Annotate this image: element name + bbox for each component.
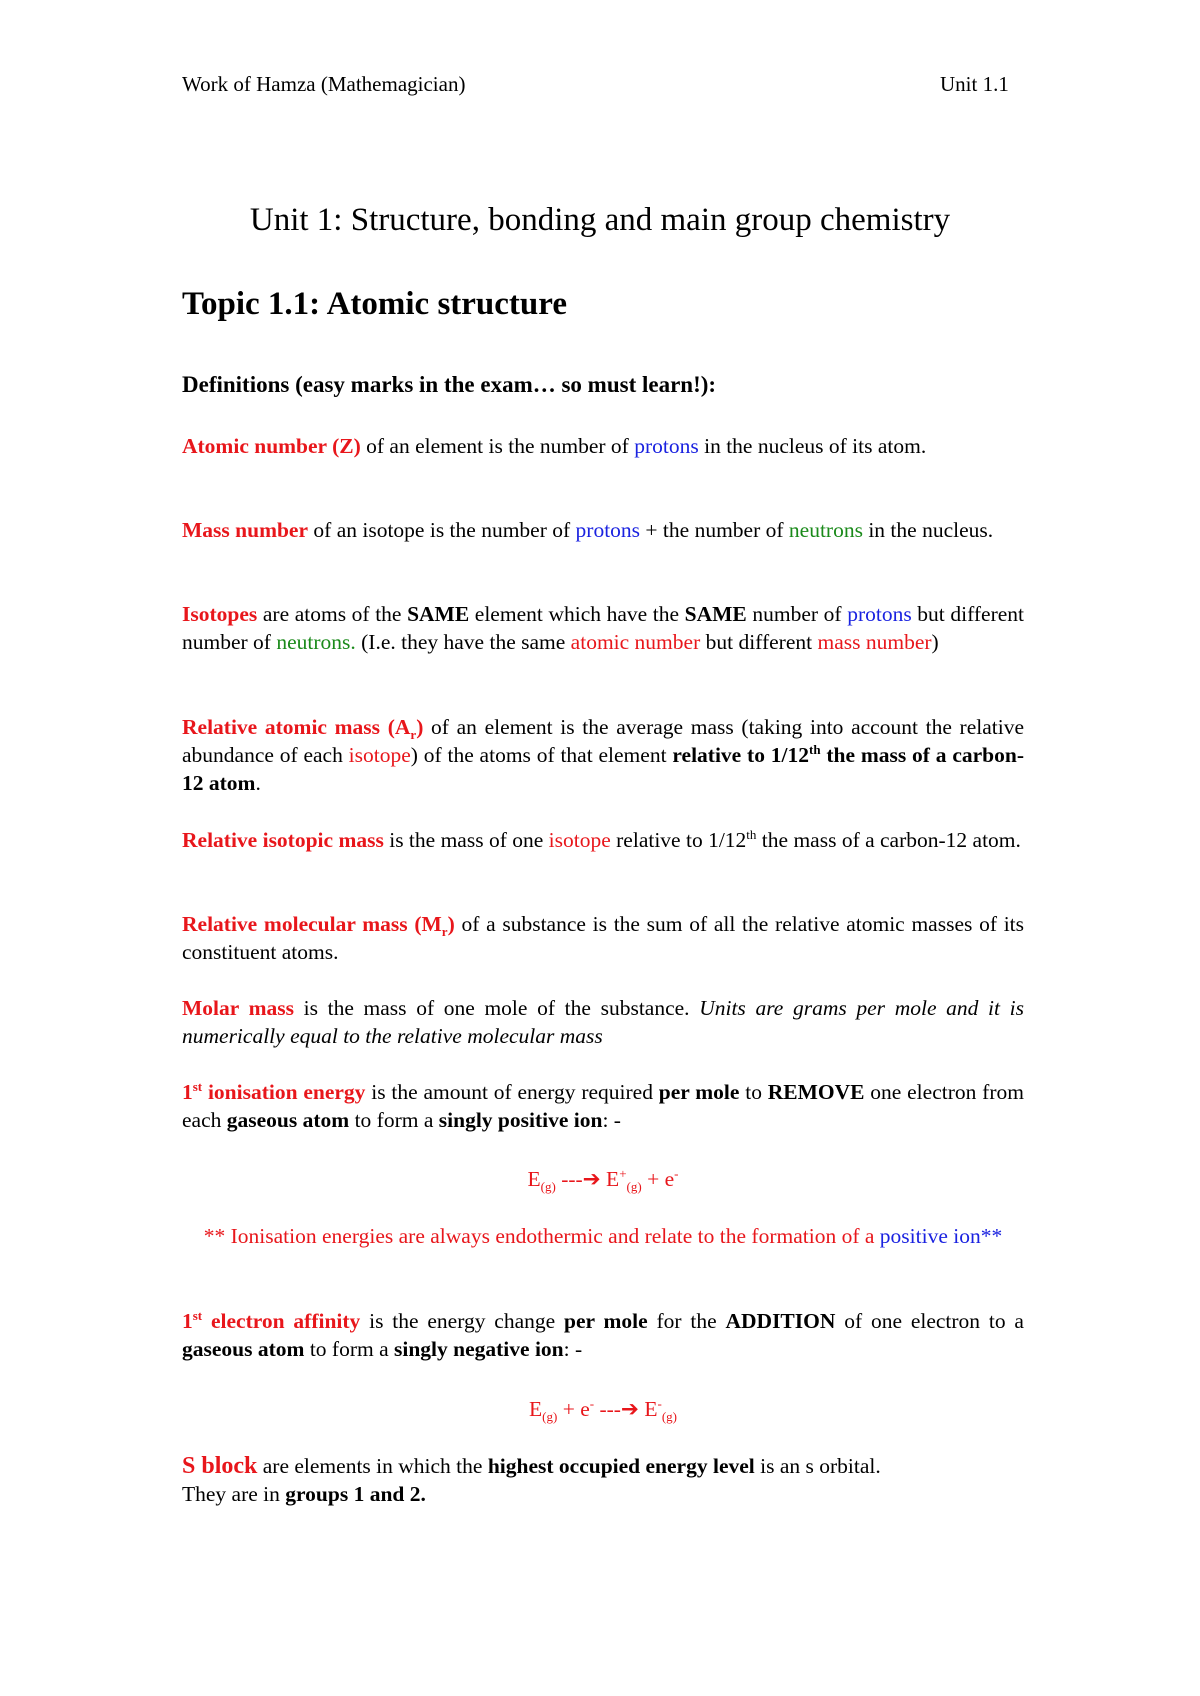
text: + e	[641, 1167, 675, 1191]
term-ionisation-energy	[182, 1080, 365, 1104]
subscript: r	[410, 727, 417, 742]
text: + the number of	[640, 518, 789, 542]
text: to	[739, 1080, 768, 1104]
text: is an s orbital.	[754, 1454, 881, 1478]
def-isotopes	[182, 600, 1024, 656]
subscript: (g)	[626, 1179, 642, 1194]
text: )	[931, 630, 939, 654]
superscript: th	[809, 742, 821, 757]
def-relative-isotopic-mass	[182, 826, 1024, 854]
header-unit: Unit 1.1	[940, 72, 1009, 96]
emphasis: groups 1 and 2.	[285, 1482, 426, 1506]
text: Relative atomic mass (A	[182, 715, 411, 739]
emphasis: ADDITION	[725, 1309, 836, 1333]
text: of an element is the average mass (taking into account the relative abundance of each	[182, 715, 1025, 767]
text: ) of the atoms of that element	[410, 743, 673, 767]
italic-note: Units are grams per mole and it is numerically equal to the relative molecular mass	[182, 996, 1024, 1048]
arrow: ---➔ E	[594, 1397, 658, 1421]
emphasis: per mole	[564, 1309, 648, 1333]
term-molar-mass: Molar mass	[182, 996, 294, 1020]
text: in the nucleus.	[862, 518, 994, 542]
text: 1	[182, 1309, 193, 1333]
text: (I.e. they have the same	[355, 630, 571, 654]
text: but different	[700, 630, 818, 654]
def-relative-atomic-mass	[182, 713, 1024, 797]
text: .	[255, 771, 261, 795]
equation-ionisation	[182, 1165, 1024, 1193]
text: + e	[557, 1397, 590, 1421]
term-s-block: S block	[182, 1453, 258, 1479]
emphasis: per mole	[658, 1080, 740, 1104]
superscript: th	[746, 827, 757, 842]
text: of an element is the number of	[360, 434, 635, 458]
topic-title: Topic 1.1: Atomic structure	[182, 286, 567, 322]
emphasis: SAME	[407, 602, 470, 626]
emphasis: singly negative ion	[394, 1337, 564, 1361]
text: in the nucleus of its atom.	[698, 434, 927, 458]
text: )	[447, 912, 455, 936]
emphasis: singly positive ion	[438, 1108, 603, 1132]
emphasis: REMOVE	[767, 1080, 865, 1104]
superscript: st	[192, 1308, 203, 1323]
text: one electron from each	[182, 1080, 1024, 1132]
superscript: -	[674, 1166, 679, 1181]
text: E	[529, 1397, 543, 1421]
subscript: (g)	[542, 1409, 558, 1424]
word-isotope: isotope	[548, 828, 611, 852]
text: are atoms of the	[257, 602, 408, 626]
text: Relative molecular mass (M	[182, 912, 442, 936]
text: is the energy change	[360, 1309, 565, 1333]
text: to form a	[349, 1108, 439, 1132]
text: of an isotope is the number of	[308, 518, 576, 542]
note-text: ** Ionisation energies are always endothermic and relate to the formation of a	[203, 1224, 880, 1248]
text: is the mass of one mole of the substance.	[293, 996, 700, 1020]
word-mass-number: mass number	[817, 630, 932, 654]
unit-title: Unit 1: Structure, bonding and main group chemistry	[249, 202, 951, 238]
arrow: ---➔ E	[555, 1167, 620, 1191]
superscript: +	[619, 1166, 627, 1181]
text: are elements in which the	[257, 1454, 488, 1478]
text: : -	[563, 1337, 583, 1361]
text: the mass of a carbon-12 atom.	[756, 828, 1021, 852]
word-protons: protons	[847, 602, 912, 626]
text: number of	[746, 602, 848, 626]
text: : -	[602, 1108, 621, 1132]
def-atomic-number	[182, 432, 1024, 460]
term-relative-isotopic-mass: Relative isotopic mass	[182, 828, 384, 852]
text: electron affinity	[202, 1309, 361, 1333]
subscript: (g)	[661, 1409, 677, 1424]
text: relative to 1/12	[610, 828, 747, 852]
text: element which have the	[469, 602, 685, 626]
text: 1	[182, 1080, 193, 1104]
term-electron-affinity	[182, 1309, 360, 1333]
word-isotope: isotope	[348, 743, 411, 767]
text: the mass of a carbon-12 atom	[182, 743, 1025, 795]
subscript: r	[441, 924, 448, 939]
def-molar-mass	[182, 994, 1024, 1050]
ionisation-note	[182, 1222, 1024, 1250]
text: but different number of	[182, 602, 1024, 654]
subscript: (g)	[540, 1179, 556, 1194]
word-neutrons: neutrons	[788, 518, 863, 542]
text: is the amount of energy required	[365, 1080, 659, 1104]
text: to form a	[304, 1337, 394, 1361]
emphasis: highest occupied energy level	[487, 1454, 755, 1478]
word-protons: protons	[634, 434, 699, 458]
superscript: st	[192, 1079, 203, 1094]
word-neutrons: neutrons.	[276, 630, 356, 654]
equation-electron-affinity	[182, 1395, 1024, 1423]
note-positive-ion: positive ion**	[879, 1224, 1003, 1248]
text: )	[416, 715, 424, 739]
emphasis: gaseous atom	[182, 1337, 305, 1361]
emphasis: gaseous atom	[226, 1108, 350, 1132]
def-electron-affinity	[182, 1307, 1024, 1363]
term-relative-molecular-mass	[182, 912, 455, 939]
def-ionisation-energy	[182, 1078, 1024, 1134]
term-mass-number: Mass number	[182, 518, 309, 542]
word-atomic-number: atomic number	[570, 630, 701, 654]
text: of one electron to a	[835, 1309, 1024, 1333]
term-isotopes: Isotopes	[182, 602, 258, 626]
emphasis: SAME	[684, 602, 747, 626]
text: E	[527, 1167, 541, 1191]
def-mass-number	[182, 516, 1024, 544]
text: They are in	[182, 1482, 286, 1506]
text: ionisation energy	[202, 1080, 366, 1104]
superscript: -	[589, 1396, 595, 1411]
text: relative to 1/12	[672, 743, 809, 767]
def-relative-molecular-mass	[182, 910, 1024, 966]
term-relative-atomic-mass	[182, 715, 424, 742]
text: is the mass of one	[383, 828, 549, 852]
def-s-block	[182, 1452, 1024, 1508]
term-atomic-number: Atomic number (Z)	[182, 434, 361, 458]
word-protons: protons	[575, 518, 641, 542]
superscript: -	[657, 1396, 662, 1411]
text: for the	[647, 1309, 726, 1333]
text: of a substance is the sum of all the relative atomic masses of its constituent atoms.	[182, 912, 1025, 964]
header-author: Work of Hamza (Mathemagician)	[182, 72, 466, 96]
definitions-heading: Definitions (easy marks in the exam… so must learn!):	[182, 372, 717, 397]
